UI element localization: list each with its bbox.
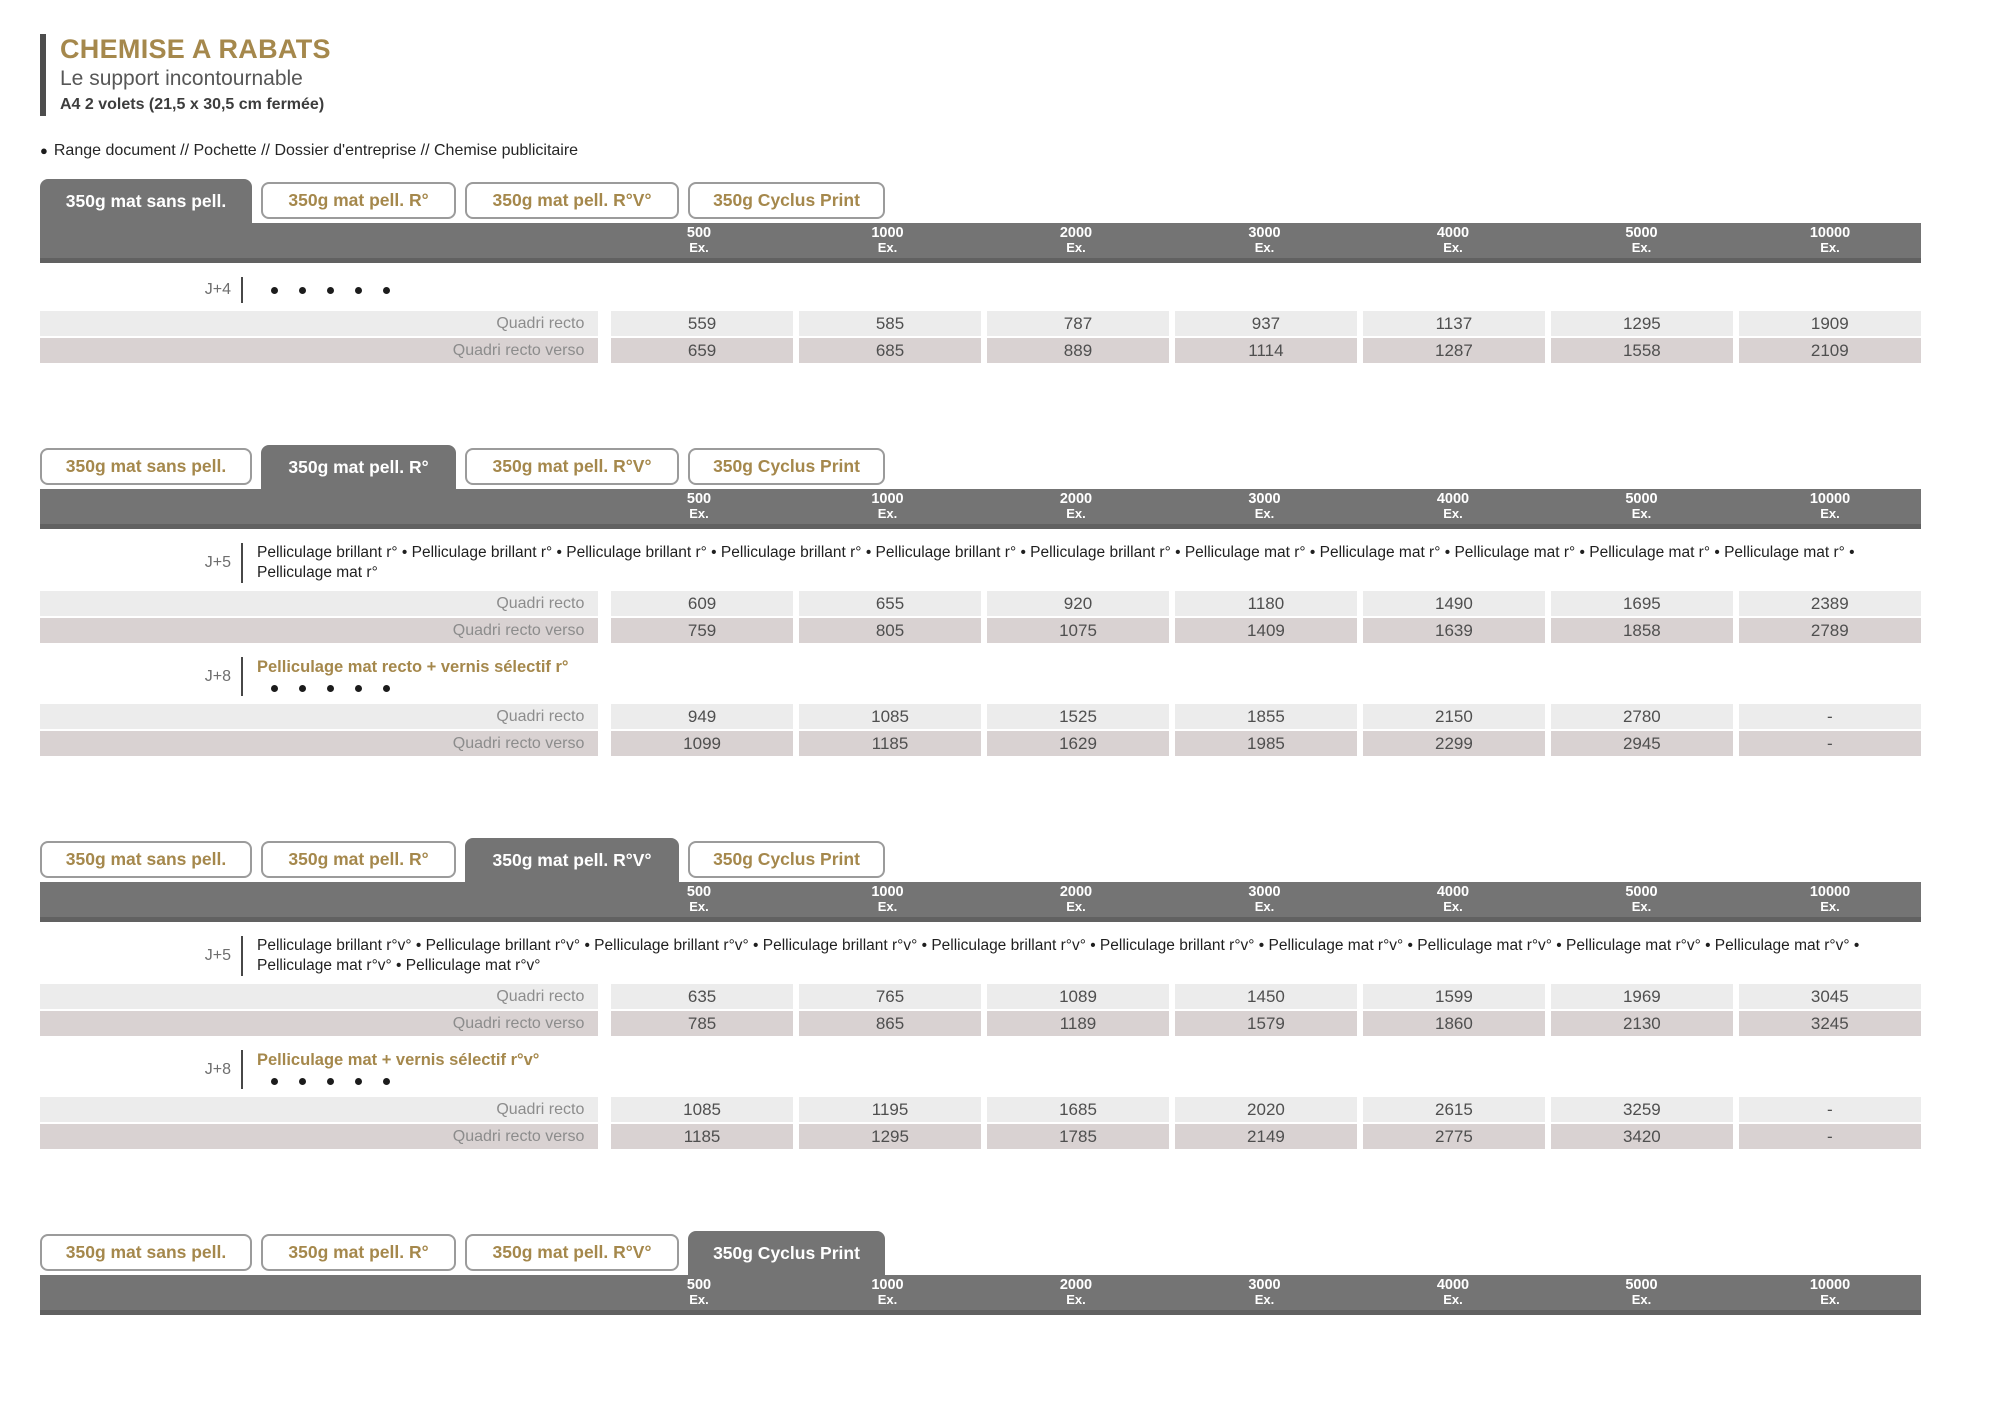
dots-row: [271, 282, 390, 298]
tab-350g-mat-pell-r[interactable]: 350g mat pell. R°: [261, 182, 456, 219]
material-tabs: [40, 445, 1921, 489]
tab-350g-mat-pell-r-v[interactable]: 350g mat pell. R°V°: [465, 448, 679, 485]
row-label-recto: Quadri recto: [40, 311, 598, 336]
price-10000-ex: 2789: [1739, 618, 1921, 643]
quantity-10000: [1738, 492, 1922, 521]
price-4000-ex: 1490: [1363, 591, 1545, 616]
quantity-5000: [1550, 226, 1734, 255]
price-2000-ex: 1525: [987, 704, 1169, 729]
finish-title: Pelliculage mat + vernis sélectif r°v°: [257, 1051, 540, 1069]
bullet-dot-icon: [355, 287, 362, 294]
quantity-10000: [1738, 885, 1922, 914]
tab-350g-mat-pell-r[interactable]: 350g mat pell. R°: [261, 841, 456, 878]
quantity-500: [607, 1278, 791, 1307]
quantity-unit: Ex.: [1254, 899, 1275, 914]
dots-row: [271, 680, 569, 696]
quantity-unit: Ex.: [689, 1292, 709, 1307]
quantity-unit: Ex.: [1631, 1292, 1652, 1307]
quantity-2000: [984, 226, 1168, 255]
row-label-verso: Quadri recto verso: [40, 1124, 598, 1149]
quantity-unit: Ex.: [1254, 240, 1275, 255]
quantity-value: 500: [686, 225, 712, 241]
quantity-unit: Ex.: [1443, 506, 1463, 521]
price-2000-ex: 1785: [987, 1124, 1169, 1149]
bullet-icon: ●: [40, 143, 48, 158]
quantity-header-band: [40, 223, 1921, 263]
quantity-header-band: [40, 489, 1921, 529]
price-500-ex: 1099: [611, 731, 793, 756]
price-4000-ex: 1287: [1363, 338, 1545, 363]
price-2000-ex: 1629: [987, 731, 1169, 756]
quantity-unit: Ex.: [1820, 506, 1840, 521]
quantity-1000: [796, 492, 980, 521]
row-label-recto: Quadri recto: [40, 591, 598, 616]
quantity-3000: [1173, 1278, 1357, 1307]
block-content: [257, 543, 1882, 583]
price-4000-ex: 1137: [1363, 311, 1545, 336]
quantity-header-band: [40, 882, 1921, 922]
lead-time-label: J+4: [204, 281, 231, 298]
price-1000-ex: 805: [799, 618, 981, 643]
quantity-unit: Ex.: [877, 1292, 898, 1307]
price-10000-ex: -: [1739, 1097, 1921, 1122]
quantity-value: 4000: [1436, 1277, 1470, 1293]
price-row-quadri-recto-verso: [40, 338, 1921, 363]
price-2000-ex: 1075: [987, 618, 1169, 643]
price-3000-ex: 1409: [1175, 618, 1357, 643]
price-2000-ex: 1685: [987, 1097, 1169, 1122]
divider-line: [241, 1050, 243, 1089]
quantity-value: 2000: [1059, 491, 1093, 507]
bullet-dot-icon: [299, 287, 306, 294]
price-500-ex: 785: [611, 1011, 793, 1036]
quantity-unit: Ex.: [689, 506, 709, 521]
lead-time-label: J+8: [204, 667, 231, 685]
quantity-unit: Ex.: [1066, 506, 1086, 521]
quantity-unit: Ex.: [1254, 1292, 1275, 1307]
price-500-ex: 1085: [611, 1097, 793, 1122]
quantity-value: 1000: [871, 225, 904, 241]
divider-line: [241, 277, 243, 303]
divider-line: [241, 936, 243, 976]
quantity-3000: [1173, 492, 1357, 521]
divider-line: [241, 543, 243, 583]
section-350g-mat-pell-r: [40, 445, 1921, 756]
material-tabs: [40, 838, 1921, 882]
quantity-unit: Ex.: [1443, 899, 1463, 914]
price-row-quadri-recto: [40, 311, 1921, 336]
quantity-value: 3000: [1248, 491, 1281, 507]
quantity-unit: Ex.: [1443, 240, 1463, 255]
row-label-verso: Quadri recto verso: [40, 338, 598, 363]
price-row-quadri-recto-verso: [40, 1011, 1921, 1036]
price-2000-ex: 1089: [987, 984, 1169, 1009]
price-3000-ex: 1855: [1175, 704, 1357, 729]
title-block: [40, 34, 1921, 116]
price-500-ex: 759: [611, 618, 793, 643]
price-4000-ex: 2150: [1363, 704, 1545, 729]
price-10000-ex: -: [1739, 704, 1921, 729]
quantity-unit: Ex.: [1631, 506, 1652, 521]
quantity-value: 5000: [1625, 491, 1658, 507]
quantity-5000: [1550, 885, 1734, 914]
quantity-value: 2000: [1059, 1277, 1093, 1293]
price-5000-ex: 2945: [1551, 731, 1733, 756]
bullet-dot-icon: [327, 685, 334, 692]
quantity-value: 3000: [1248, 1277, 1281, 1293]
price-5000-ex: 1969: [1551, 984, 1733, 1009]
quantity-value: 4000: [1436, 491, 1470, 507]
quantity-2000: [984, 885, 1168, 914]
bullet-dot-icon: [327, 287, 334, 294]
price-3000-ex: 2020: [1175, 1097, 1357, 1122]
row-label-recto: Quadri recto: [40, 1097, 598, 1122]
price-500-ex: 659: [611, 338, 793, 363]
quantity-value: 3000: [1248, 225, 1281, 241]
price-sections: [40, 179, 1921, 1315]
finish-options-text: Pelliculage brillant r° • Pelliculage brillant r° • Pelliculage brillant r° • Pelliculage brillant r° • Pelliculage brillant r° • Pelliculage brillant r° • Pelliculage mat r° • Pelliculage mat r° • Pelliculage mat r° • Pelliculage mat r° • Pelliculage mat r° • Pelliculage mat r°: [257, 544, 1855, 581]
quantity-1000: [796, 226, 980, 255]
price-10000-ex: 2109: [1739, 338, 1921, 363]
quantity-value: 1000: [871, 884, 904, 900]
quantity-500: [607, 492, 791, 521]
lead-time-label: J+8: [204, 1060, 231, 1078]
row-label-recto: Quadri recto: [40, 984, 598, 1009]
quantity-2000: [984, 492, 1168, 521]
tab-350g-mat-sans-pell[interactable]: 350g mat sans pell.: [40, 179, 252, 223]
price-3000-ex: 1450: [1175, 984, 1357, 1009]
price-3000-ex: 1180: [1175, 591, 1357, 616]
price-5000-ex: 2130: [1551, 1011, 1733, 1036]
dots-row: [271, 1073, 539, 1089]
page-subtitle: Le support incontournable: [60, 67, 303, 90]
quantity-value: 4000: [1436, 884, 1470, 900]
price-2000-ex: 1189: [987, 1011, 1169, 1036]
quantity-unit: Ex.: [1631, 240, 1652, 255]
price-row-quadri-recto: [40, 1097, 1921, 1122]
price-1000-ex: 1185: [799, 731, 981, 756]
price-2000-ex: 920: [987, 591, 1169, 616]
price-5000-ex: 3420: [1551, 1124, 1733, 1149]
quantity-4000: [1361, 492, 1545, 521]
lead-time-label: J+5: [204, 947, 231, 964]
bullet-dot-icon: [327, 1078, 334, 1085]
price-4000-ex: 1599: [1363, 984, 1545, 1009]
quantity-value: 10000: [1809, 1277, 1851, 1293]
price-row-quadri-recto-verso: [40, 1124, 1921, 1149]
quantity-value: 5000: [1625, 884, 1658, 900]
price-3000-ex: 1985: [1175, 731, 1357, 756]
tab-350g-mat-pell-r-v[interactable]: 350g mat pell. R°V°: [465, 182, 679, 219]
price-500-ex: 1185: [611, 1124, 793, 1149]
price-1000-ex: 585: [799, 311, 981, 336]
quantity-500: [607, 885, 791, 914]
bullet-dot-icon: [271, 287, 278, 294]
price-5000-ex: 2780: [1551, 704, 1733, 729]
quantity-unit: Ex.: [1066, 240, 1086, 255]
block-content: [257, 936, 1882, 976]
price-1000-ex: 1295: [799, 1124, 981, 1149]
quantity-unit: Ex.: [877, 899, 898, 914]
quantity-value: 500: [686, 884, 712, 900]
quantity-3000: [1173, 226, 1357, 255]
price-4000-ex: 2615: [1363, 1097, 1545, 1122]
finish-title: Pelliculage mat recto + vernis sélectif r°: [257, 658, 569, 676]
price-500-ex: 635: [611, 984, 793, 1009]
lead-time-block: [195, 657, 1921, 696]
quantity-header-band: [40, 1275, 1921, 1315]
material-tabs: [40, 1231, 1921, 1275]
quantity-unit: Ex.: [877, 240, 898, 255]
price-5000-ex: 1858: [1551, 618, 1733, 643]
product-format: A4 2 volets (21,5 x 30,5 cm fermée): [60, 96, 325, 113]
bullet-dot-icon: [383, 287, 390, 294]
quantity-unit: Ex.: [1820, 240, 1840, 255]
row-label-recto: Quadri recto: [40, 704, 598, 729]
price-2000-ex: 889: [987, 338, 1169, 363]
bullet-dot-icon: [299, 685, 306, 692]
price-3000-ex: 1579: [1175, 1011, 1357, 1036]
quantity-2000: [984, 1278, 1168, 1307]
quantity-value: 500: [686, 491, 712, 507]
quantity-unit: Ex.: [1254, 506, 1275, 521]
usage-line: [40, 141, 1921, 161]
quantity-unit: Ex.: [689, 899, 709, 914]
quantity-value: 1000: [871, 491, 904, 507]
quantity-3000: [1173, 885, 1357, 914]
quantity-value: 4000: [1436, 225, 1470, 241]
price-3000-ex: 2149: [1175, 1124, 1357, 1149]
price-2000-ex: 787: [987, 311, 1169, 336]
price-1000-ex: 655: [799, 591, 981, 616]
quantity-5000: [1550, 1278, 1734, 1307]
section-350g-mat-pell-r-v: [40, 838, 1921, 1149]
quantity-value: 500: [686, 1277, 712, 1293]
price-row-quadri-recto-verso: [40, 731, 1921, 756]
price-500-ex: 609: [611, 591, 793, 616]
bullet-dot-icon: [299, 1078, 306, 1085]
row-label-verso: Quadri recto verso: [40, 618, 598, 643]
quantity-10000: [1738, 226, 1922, 255]
lead-time-label: J+5: [204, 554, 231, 571]
section-350g-mat-sans-pell: [40, 179, 1921, 363]
price-1000-ex: 1085: [799, 704, 981, 729]
price-10000-ex: -: [1739, 731, 1921, 756]
quantity-5000: [1550, 492, 1734, 521]
quantity-unit: Ex.: [1443, 1292, 1463, 1307]
quantity-4000: [1361, 226, 1545, 255]
price-1000-ex: 765: [799, 984, 981, 1009]
bullet-dot-icon: [355, 685, 362, 692]
price-1000-ex: 685: [799, 338, 981, 363]
price-1000-ex: 865: [799, 1011, 981, 1036]
tab-350g-mat-pell-r[interactable]: 350g mat pell. R°: [261, 445, 456, 489]
quantity-value: 10000: [1809, 225, 1851, 241]
row-label-verso: Quadri recto verso: [40, 1011, 598, 1036]
tab-350g-mat-pell-r[interactable]: 350g mat pell. R°: [261, 1234, 456, 1271]
block-content: [257, 657, 569, 696]
tab-350g-cyclus-print[interactable]: 350g Cyclus Print: [688, 1231, 885, 1275]
quantity-1000: [796, 885, 980, 914]
lead-time-block: [195, 543, 1921, 583]
quantity-unit: Ex.: [1631, 899, 1652, 914]
price-10000-ex: -: [1739, 1124, 1921, 1149]
price-row-quadri-recto: [40, 704, 1921, 729]
tab-350g-mat-sans-pell[interactable]: 350g mat sans pell.: [40, 841, 252, 878]
material-tabs: [40, 179, 1921, 223]
tab-350g-mat-pell-r-v[interactable]: 350g mat pell. R°V°: [465, 838, 679, 882]
price-5000-ex: 1558: [1551, 338, 1733, 363]
quantity-value: 5000: [1625, 1277, 1658, 1293]
quantity-value: 2000: [1059, 884, 1093, 900]
price-row-quadri-recto: [40, 591, 1921, 616]
divider-line: [241, 657, 243, 696]
price-3000-ex: 1114: [1175, 338, 1357, 363]
price-4000-ex: 2299: [1363, 731, 1545, 756]
quantity-10000: [1738, 1278, 1922, 1307]
tab-350g-mat-sans-pell[interactable]: 350g mat sans pell.: [40, 1234, 252, 1271]
quantity-value: 10000: [1809, 884, 1851, 900]
bullet-dot-icon: [271, 685, 278, 692]
finish-options-text: Pelliculage brillant r°v° • Pelliculage brillant r°v° • Pelliculage brillant r°v° • Pelliculage brillant r°v° • Pelliculage brillant r°v° • Pelliculage brillant r°v° • Pelliculage mat r°v° • Pelliculage mat r°v° • Pelliculage mat r°v° • Pelliculage mat r°v° • Pelliculage mat r°v° • Pelliculage mat r°v°: [257, 937, 1860, 974]
price-10000-ex: 1909: [1739, 311, 1921, 336]
quantity-1000: [796, 1278, 980, 1307]
lead-time-block: [195, 936, 1921, 976]
tab-350g-mat-sans-pell[interactable]: 350g mat sans pell.: [40, 448, 252, 485]
price-5000-ex: 1295: [1551, 311, 1733, 336]
bullet-dot-icon: [383, 1078, 390, 1085]
bullet-dot-icon: [271, 1078, 278, 1085]
tab-350g-cyclus-print[interactable]: 350g Cyclus Print: [688, 841, 885, 878]
quantity-unit: Ex.: [1066, 1292, 1086, 1307]
price-500-ex: 949: [611, 704, 793, 729]
price-500-ex: 559: [611, 311, 793, 336]
usage-text: Range document // Pochette // Dossier d'entreprise // Chemise publicitaire: [53, 142, 579, 159]
price-4000-ex: 2775: [1363, 1124, 1545, 1149]
quantity-value: 1000: [871, 1277, 904, 1293]
quantity-unit: Ex.: [689, 240, 709, 255]
quantity-value: 10000: [1809, 491, 1851, 507]
bullet-dot-icon: [383, 685, 390, 692]
price-row-quadri-recto-verso: [40, 618, 1921, 643]
block-content: [257, 1050, 539, 1089]
price-4000-ex: 1639: [1363, 618, 1545, 643]
quantity-value: 2000: [1059, 225, 1093, 241]
price-row-quadri-recto: [40, 984, 1921, 1009]
quantity-value: 5000: [1625, 225, 1658, 241]
quantity-4000: [1361, 1278, 1545, 1307]
price-5000-ex: 1695: [1551, 591, 1733, 616]
section-350g-cyclus-print: [40, 1231, 1921, 1315]
lead-time-block: [195, 277, 1921, 303]
price-1000-ex: 1195: [799, 1097, 981, 1122]
row-label-verso: Quadri recto verso: [40, 731, 598, 756]
quantity-4000: [1361, 885, 1545, 914]
tab-350g-cyclus-print[interactable]: 350g Cyclus Print: [688, 182, 885, 219]
page-title: CHEMISE A RABATS: [60, 34, 331, 64]
quantity-unit: Ex.: [877, 506, 898, 521]
price-10000-ex: 3245: [1739, 1011, 1921, 1036]
price-4000-ex: 1860: [1363, 1011, 1545, 1036]
price-5000-ex: 3259: [1551, 1097, 1733, 1122]
price-10000-ex: 3045: [1739, 984, 1921, 1009]
tab-350g-mat-pell-r-v[interactable]: 350g mat pell. R°V°: [465, 1234, 679, 1271]
quantity-unit: Ex.: [1820, 1292, 1840, 1307]
tab-350g-cyclus-print[interactable]: 350g Cyclus Print: [688, 448, 885, 485]
quantity-unit: Ex.: [1820, 899, 1840, 914]
price-3000-ex: 937: [1175, 311, 1357, 336]
quantity-unit: Ex.: [1066, 899, 1086, 914]
quantity-500: [607, 226, 791, 255]
block-content: [257, 277, 390, 303]
bullet-dot-icon: [355, 1078, 362, 1085]
quantity-value: 3000: [1248, 884, 1281, 900]
lead-time-block: [195, 1050, 1921, 1089]
price-10000-ex: 2389: [1739, 591, 1921, 616]
